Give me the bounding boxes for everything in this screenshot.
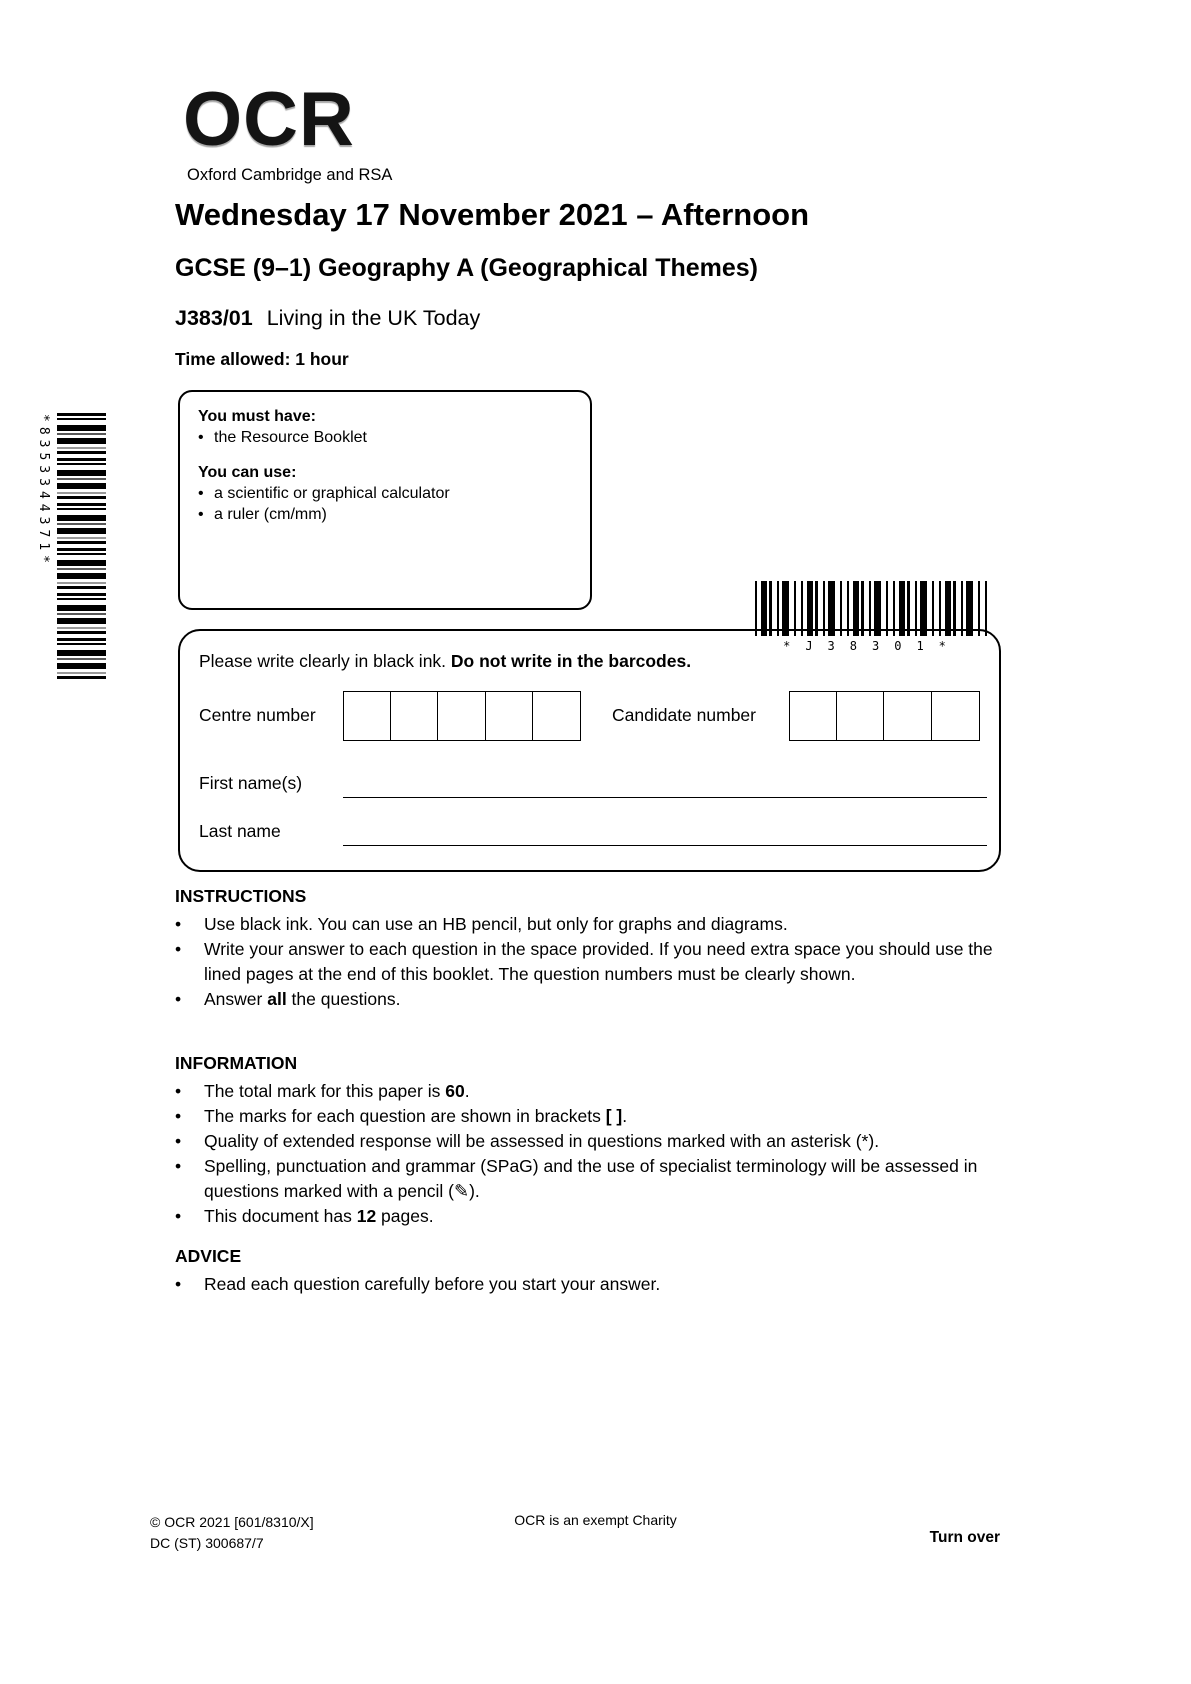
centre-number-cell[interactable] [390, 691, 439, 741]
write-clearly-notice [199, 651, 691, 672]
ocr-logo-tagline: Oxford Cambridge and RSA [187, 166, 393, 184]
candidate-number-cell[interactable] [883, 691, 932, 741]
vertical-barcode [57, 413, 106, 681]
list-item [175, 987, 1007, 1012]
centre-number-cell[interactable] [437, 691, 486, 741]
centre-number-cell[interactable] [532, 691, 581, 741]
qualification-subtitle: GCSE (9–1) Geography A (Geographical Themes) [175, 254, 759, 282]
bullet-marker: • [175, 939, 182, 959]
bullet-marker: • [175, 1081, 182, 1101]
paper-code: J383/01 [175, 306, 253, 330]
list-item [175, 1129, 1007, 1154]
advice-text: Read each question carefully before you start your answer. [204, 1274, 661, 1294]
paper-code-line [175, 306, 480, 331]
doc-ref-line: DC (ST) 300687/7 [150, 1535, 264, 1551]
time-allowed: Time allowed: 1 hour [175, 349, 349, 369]
can-use-item: a ruler (cm/mm) [214, 506, 327, 523]
bullet-marker: • [198, 506, 204, 523]
candidate-details-box [178, 629, 1001, 872]
list-item [175, 937, 1007, 987]
instruction-text: Answer all the questions. [204, 989, 401, 1009]
advice-section [175, 1246, 1007, 1297]
must-have-item: the Resource Booklet [214, 429, 367, 446]
bullet-marker: • [175, 1156, 182, 1176]
instructions-heading: INSTRUCTIONS [175, 886, 307, 906]
list-item [175, 1154, 1007, 1204]
list-item [175, 1104, 1007, 1129]
bullet-marker: • [198, 429, 204, 446]
centre-number-cell[interactable] [485, 691, 534, 741]
centre-number-cell[interactable] [343, 691, 392, 741]
centre-number-label: Centre number [199, 705, 316, 725]
ocr-logo: OCR [183, 77, 355, 162]
candidate-number-cells [789, 691, 980, 741]
candidate-number-cell[interactable] [931, 691, 980, 741]
list-item [175, 1079, 1007, 1104]
advice-heading: ADVICE [175, 1246, 242, 1266]
instructions-section [175, 886, 1007, 1012]
last-name-label: Last name [199, 821, 281, 841]
list-item [175, 912, 1007, 937]
bullet-marker: • [175, 989, 182, 1009]
can-use-item: a scientific or graphical calculator [214, 485, 450, 502]
bullet-marker: • [175, 1131, 182, 1151]
page-title: Wednesday 17 November 2021 – Afternoon [175, 197, 810, 232]
information-text: The marks for each question are shown in brackets [ ]. [204, 1106, 628, 1126]
information-heading: INFORMATION [175, 1053, 298, 1073]
information-text: Spelling, punctuation and grammar (SPaG) and the use of specialist terminology will be assessed in questions marked with a pencil (✎). [204, 1156, 978, 1201]
notice-bold: Do not write in the barcodes. [450, 651, 692, 671]
first-name-input[interactable] [343, 797, 987, 798]
bullet-marker: • [198, 485, 204, 502]
bullet-marker: • [175, 1106, 182, 1126]
can-use-heading: You can use: [198, 464, 297, 481]
instruction-text: Use black ink. You can use an HB pencil, but only for graphs and diagrams. [204, 914, 788, 934]
bullet-marker: • [175, 1274, 182, 1294]
list-item [198, 427, 572, 448]
vertical-barcode-caption: *8353344371* [36, 414, 51, 568]
candidate-number-label: Candidate number [612, 705, 756, 725]
notice-normal: Please write clearly in black ink. [199, 651, 451, 671]
materials-box [178, 390, 592, 610]
charity-note: OCR is an exempt Charity [514, 1512, 677, 1528]
list-item [175, 1272, 1007, 1297]
list-item [198, 504, 572, 525]
list-item [198, 483, 572, 504]
pencil-icon: ✎ [453, 1181, 470, 1201]
paper-barcode [755, 581, 987, 636]
turn-over-label: Turn over [929, 1529, 1000, 1546]
list-item [175, 1204, 1007, 1229]
first-name-label: First name(s) [199, 773, 303, 793]
paper-name: Living in the UK Today [266, 306, 481, 330]
last-name-input[interactable] [343, 845, 987, 846]
candidate-number-cell[interactable] [789, 691, 838, 741]
information-section [175, 1053, 1007, 1229]
information-text: Quality of extended response will be assessed in questions marked with an asterisk (*). [204, 1131, 880, 1151]
paper-barcode-caption: *J38301* [783, 639, 961, 653]
centre-number-cells [343, 691, 581, 741]
instruction-text: Write your answer to each question in the space provided. If you need extra space you should use the lined pages at the end of this booklet. The question numbers must be clearly shown. [204, 939, 993, 984]
copyright-line: © OCR 2021 [601/8310/X] [150, 1514, 314, 1530]
information-text: The total mark for this paper is 60. [204, 1081, 470, 1101]
bullet-marker: • [175, 914, 182, 934]
information-text: This document has 12 pages. [204, 1206, 434, 1226]
candidate-number-cell[interactable] [836, 691, 885, 741]
bullet-marker: • [175, 1206, 182, 1226]
must-have-heading: You must have: [198, 408, 316, 425]
